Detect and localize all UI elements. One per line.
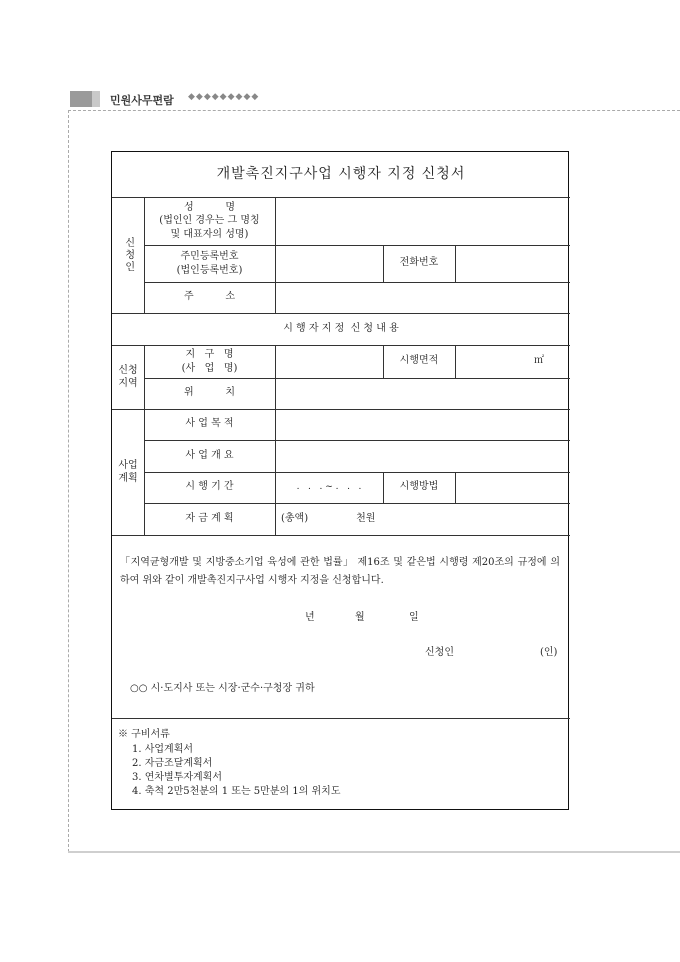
running-header-title: 민원사무편람 [110,94,174,107]
phone-field[interactable] [455,245,570,282]
header-bar-light [92,91,100,107]
phone-label: 전화번호 [399,257,439,269]
name-label: 성 명 (법인인 경우는 그 명칭 및 대표자의 성명) [159,201,260,240]
header-dots: ◆◆◆◆◆◆◆◆◆ [188,92,260,102]
required-doc-item: 3. 연차별투자계획서 [132,772,222,783]
location-label: 위 치 [183,387,236,399]
area-field[interactable] [455,345,570,378]
declaration-text: 「지역균형개발 및 지방중소기업 육성에 관한 법률」 제16조 및 같은법 시행령 제20조의 규정에 의하여 위와 같이 개발촉진지구사업 시행자 지정을 신청합니다. [120,557,560,586]
required-docs-title: ※ 구비서류 [118,729,170,740]
overview-label: 사 업 개 요 [185,449,234,461]
overview-field[interactable] [275,440,570,472]
method-field[interactable] [455,472,570,503]
signer-label: 신청인 [425,647,454,658]
period-label: 시 행 기 간 [185,481,234,493]
required-doc-item: 2. 자금조달계획서 [132,758,213,769]
registration-number-label: 주민등록번호 (법인등록번호) [176,251,243,276]
page-frame-top [68,110,680,111]
date-day: 일 [409,612,419,623]
area-unit: ㎡ [534,355,544,367]
fund-unit-label: 천원 [356,512,376,524]
address-field[interactable] [275,282,570,313]
page-frame-left [68,110,69,852]
address-label: 주 소 [183,291,236,303]
location-field[interactable] [275,378,570,409]
district-name-field[interactable] [275,345,383,378]
fund-plan-label: 자 금 계 획 [185,512,234,524]
purpose-label: 사 업 목 적 [185,418,234,430]
area-label: 시행면적 [399,355,439,367]
page-frame-bottom [68,851,680,853]
region-group-label: 신청 지역 [118,364,138,389]
fund-plan-field[interactable] [275,503,570,535]
fund-total-label: (총액) [281,512,309,524]
method-label: 시행방법 [399,481,439,493]
form-title: 개발촉진지구사업 시행자 지정 신청서 [216,165,466,182]
applicant-group-label: 신청인 [122,237,134,273]
purpose-field[interactable] [275,409,570,440]
plan-group-label: 사업 계획 [118,459,138,484]
date-year: 년 [305,612,315,623]
required-doc-item: 4. 축척 2만5천분의 1 또는 5만분의 1의 위치도 [132,786,341,797]
addressee-text: ○○ 시·도지사 또는 시장·군수·구청장 귀하 [130,683,315,694]
period-field[interactable]: . . . ~ . . . [296,481,362,492]
registration-number-field[interactable] [275,245,383,282]
required-doc-item: 1. 사업계획서 [132,744,194,755]
name-field[interactable] [275,197,570,245]
section-header: 시 행 자 지 정 신 청 내 용 [283,322,399,334]
district-name-label: 지 구 명 (사 업 명) [181,349,238,374]
date-month: 월 [355,612,365,623]
seal-label: (인) [540,647,558,658]
application-form [111,151,569,810]
